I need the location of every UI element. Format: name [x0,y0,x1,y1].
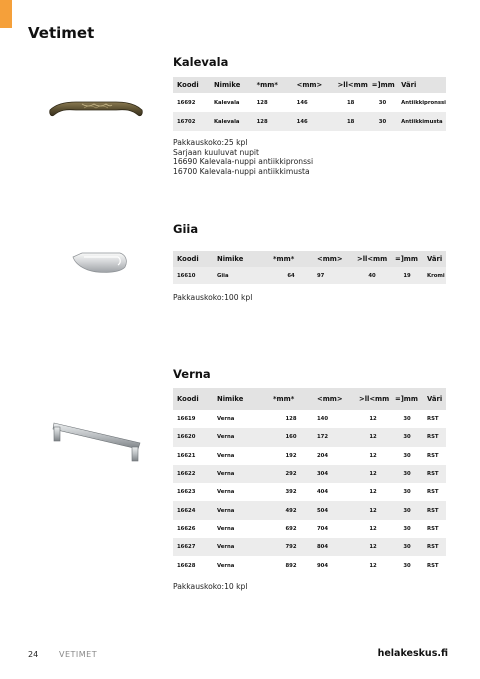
cell-name: Verna [213,538,269,556]
cell-name: Verna [213,447,269,465]
cell-height: 12 [355,465,391,483]
cell-code: 16620 [173,428,213,446]
cell-code: 16624 [173,501,213,519]
cell-code: 16626 [173,520,213,538]
header-mm2: <mm> [293,77,334,93]
cell-height: 12 [355,410,391,428]
cell-name: Kalevala [210,112,253,131]
header-koodi: Koodi [173,388,213,410]
header-height: >ll<mm [334,77,368,93]
cell-depth: 30 [391,483,423,501]
header-depth: =]mm [391,251,423,267]
header-nimike: Nimike [213,251,269,267]
note-line: 16690 Kalevala-nuppi antiikkipronssi [173,157,314,167]
cell-color: Antiikkimusta [397,112,446,131]
cell-depth: 30 [391,428,423,446]
cell-depth: 30 [391,465,423,483]
cell-height: 12 [355,520,391,538]
cell-depth: 30 [391,538,423,556]
cell-name: Verna [213,410,269,428]
table-row [173,483,446,501]
table-row [173,465,446,483]
header-mm: *mm* [269,251,313,267]
verna-notes [173,582,247,592]
cell-code: 16621 [173,447,213,465]
cell-color: Kromi [423,267,446,284]
cell-name: Verna [213,483,269,501]
header-depth: =]mm [391,388,423,410]
cell-length: 146 [293,93,334,112]
cell-depth: 30 [391,447,423,465]
cell-cc: 292 [269,465,313,483]
cell-height: 12 [355,483,391,501]
cell-length: 140 [313,410,355,428]
cell-length: 904 [313,556,355,574]
footer-section-label: VETIMET [59,650,98,659]
cell-cc: 128 [253,93,293,112]
kalevala-spec-table [173,77,446,131]
cell-depth: 30 [368,93,397,112]
header-height: >ll<mm [355,388,391,410]
cell-color: RST [423,428,446,446]
cell-height: 18 [334,93,368,112]
header-mm2: <mm> [313,251,353,267]
table-row [173,93,446,112]
header-height: >ll<mm [353,251,391,267]
header-vari: Väri [423,251,446,267]
cell-length: 504 [313,501,355,519]
note-line: 16700 Kalevala-nuppi antiikkimusta [173,166,310,176]
table-header-row [173,77,446,93]
cell-cc: 192 [269,447,313,465]
cell-name: Kalevala [210,93,253,112]
cell-name: Verna [213,501,269,519]
cell-code: 16622 [173,465,213,483]
table-header-row [173,388,446,410]
cell-depth: 30 [391,410,423,428]
cell-height: 18 [334,112,368,131]
cell-depth: 30 [391,501,423,519]
giia-notes [173,293,252,303]
note-line: Pakkauskoko:100 kpl [173,293,253,302]
verna-handle-image [50,413,150,467]
note-line: Pakkauskoko:25 kpl [173,138,248,147]
cell-length: 304 [313,465,355,483]
giia-spec-table [173,251,446,284]
cell-code: 16702 [173,112,210,131]
giia-handle-image [70,249,130,281]
cell-code: 16619 [173,410,213,428]
header-vari: Väri [397,77,446,93]
table-row [173,410,446,428]
cell-color: RST [423,447,446,465]
cell-cc: 392 [269,483,313,501]
note-line: Sarjaan kuuluvat nupit [173,147,260,157]
cell-name: Verna [213,428,269,446]
cell-code: 16692 [173,93,210,112]
cell-length: 146 [293,112,334,131]
table-row [173,556,446,574]
cell-depth: 30 [368,112,397,131]
kalevala-notes [173,138,313,176]
note-line: Pakkauskoko:10 kpl [173,582,248,591]
cell-code: 16628 [173,556,213,574]
header-mm2: <mm> [313,388,355,410]
header-mm: *mm* [253,77,293,93]
cell-color: RST [423,465,446,483]
cell-depth: 30 [391,556,423,574]
cell-cc: 692 [269,520,313,538]
table-row [173,112,446,131]
verna-spec-table [173,388,446,575]
header-nimike: Nimike [210,77,253,93]
cell-length: 97 [313,267,353,284]
header-mm: *mm* [269,388,313,410]
cell-cc: 128 [269,410,313,428]
cell-color: RST [423,483,446,501]
cell-color: Antiikkipronssi [397,93,446,112]
cell-color: RST [423,501,446,519]
cell-height: 12 [355,428,391,446]
cell-color: RST [423,538,446,556]
accent-tab [0,0,12,28]
cell-code: 16627 [173,538,213,556]
header-depth: =]mm [368,77,397,93]
cell-length: 804 [313,538,355,556]
cell-height: 12 [355,538,391,556]
page-number: 24 [28,650,39,659]
cell-length: 172 [313,428,355,446]
cell-length: 204 [313,447,355,465]
header-nimike: Nimike [213,388,269,410]
cell-height: 12 [355,501,391,519]
table-row [173,267,446,284]
section-title-kalevala: Kalevala [173,55,229,69]
header-koodi: Koodi [173,251,213,267]
table-row [173,501,446,519]
table-row [173,538,446,556]
cell-code: 16610 [173,267,213,284]
cell-name: Verna [213,465,269,483]
cell-name: Giia [213,267,269,284]
footer-website: helakeskus.fi [377,648,448,659]
cell-code: 16623 [173,483,213,501]
cell-cc: 792 [269,538,313,556]
header-koodi: Koodi [173,77,210,93]
header-vari: Väri [423,388,446,410]
section-title-giia: Giia [173,222,199,236]
cell-height: 40 [353,267,391,284]
table-row [173,428,446,446]
table-row [173,447,446,465]
section-title-verna: Verna [173,367,211,381]
table-row [173,520,446,538]
cell-depth: 30 [391,520,423,538]
cell-height: 12 [355,447,391,465]
cell-cc: 64 [269,267,313,284]
page-title: Vetimet [28,24,95,42]
cell-cc: 892 [269,556,313,574]
cell-length: 404 [313,483,355,501]
cell-color: RST [423,520,446,538]
cell-color: RST [423,556,446,574]
cell-cc: 492 [269,501,313,519]
table-header-row [173,251,446,267]
cell-color: RST [423,410,446,428]
cell-depth: 19 [391,267,423,284]
cell-length: 704 [313,520,355,538]
cell-name: Verna [213,520,269,538]
cell-height: 12 [355,556,391,574]
kalevala-handle-image [46,92,146,126]
cell-cc: 128 [253,112,293,131]
cell-cc: 160 [269,428,313,446]
cell-name: Verna [213,556,269,574]
